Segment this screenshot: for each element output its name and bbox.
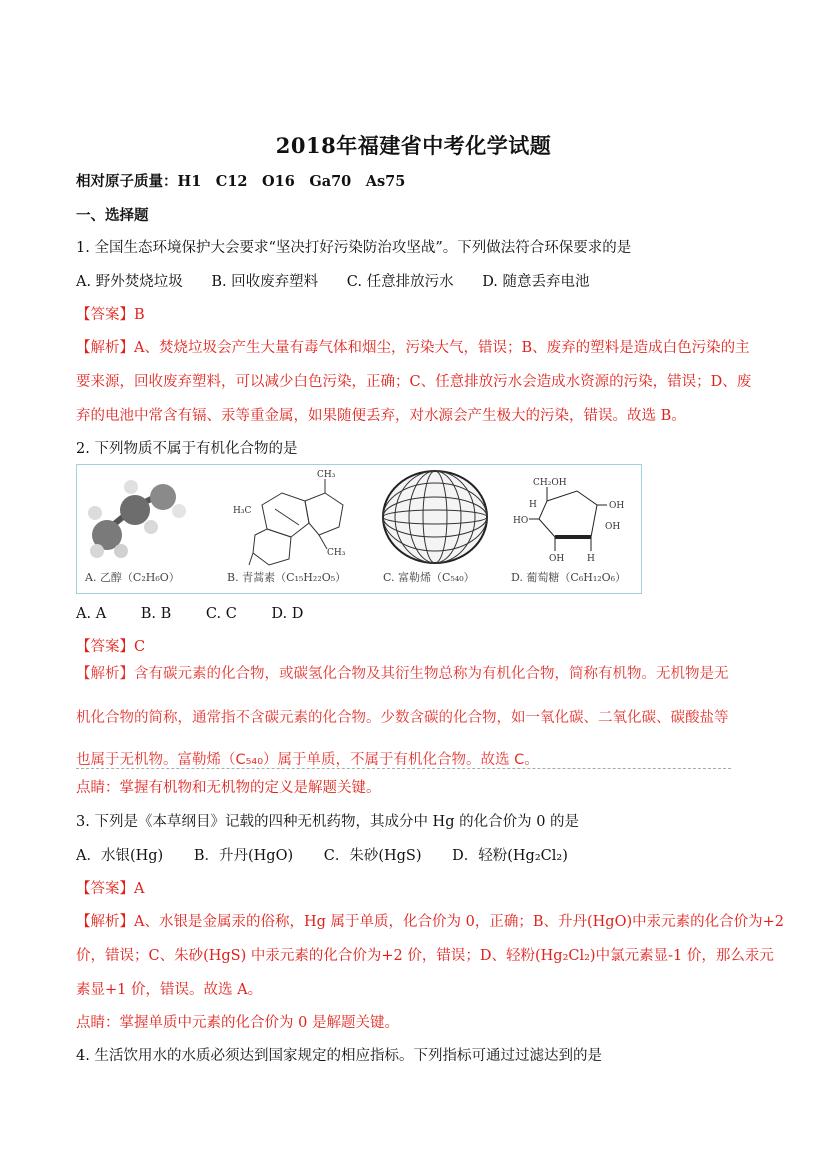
label-oh-mid: OH — [605, 522, 621, 532]
label-h-left: H — [529, 500, 537, 510]
scanned-analysis-block — [76, 660, 731, 769]
question-2-text: 2. 下列物质不属于有机化合物的是 — [76, 441, 298, 457]
question-2-analysis-line-3: 也属于无机物。富勒烯（C₅₄₀）属于单质，不属于有机化合物。故选 C。 — [76, 752, 539, 768]
option-a: A. 野外焚烧垃圾 — [76, 274, 183, 290]
option-a: A. A — [76, 606, 107, 622]
question-3-text: 3. 下列是《本草纲目》记载的四种无机药物，其成分中 Hg 的化合价为 0 的是 — [76, 814, 580, 830]
question-3-analysis-line-1: 【解析】A、水银是金属汞的俗称，Hg 属于单质，化合价为 0，正确；B、升丹(HgO)中汞元素的化合价为+2 — [76, 914, 784, 930]
option-b: B. 回收废弃塑料 — [211, 274, 319, 290]
option-a: A．水银(Hg) — [76, 848, 164, 864]
label-ho: HO — [513, 516, 529, 526]
option-d: D. 随意丢弃电池 — [482, 274, 590, 290]
label-oh-right: OH — [609, 501, 625, 511]
question-2-analysis-line-2: 机化合物的简称，通常指不含碳元素的化合物。少数含碳的化合物，如一氧化碳、二氧化碳、碳酸盐等 — [76, 710, 729, 726]
atomic-mass-line: 相对原子质量：H1 C12 O16 Ga70 As75 — [76, 173, 406, 190]
question-4-text: 4. 生活饮用水的水质必须达到国家规定的相应指标。下列指标可通过过滤达到的是 — [76, 1048, 602, 1064]
caption-b: B. 青蒿素（C₁₅H₂₂O₅） — [227, 571, 347, 584]
caption-c: C. 富勒烯（C₅₄₀） — [383, 571, 475, 584]
page-title: 2018年福建省中考化学试题 — [275, 133, 552, 158]
question-2-answer: 【答案】C — [76, 639, 146, 655]
option-c: C. C — [205, 606, 237, 622]
question-1-answer: 【答案】B — [76, 307, 145, 323]
question-2-options — [76, 604, 333, 624]
section-heading: 一、选择题 — [76, 207, 149, 224]
question-3-tip: 点睛：掌握单质中元素的化合价为 0 是解题关键。 — [76, 1015, 399, 1031]
option-c: C．朱砂(HgS) — [323, 848, 422, 864]
option-c: C. 任意排放污水 — [346, 274, 454, 290]
molecule-figure — [76, 464, 642, 594]
question-3-answer: 【答案】A — [76, 881, 145, 897]
question-3-options — [76, 846, 594, 866]
label-ch3-right: CH₃ — [327, 548, 346, 558]
question-2-tip: 点睛：掌握有机物和无机物的定义是解题关键。 — [76, 780, 381, 796]
question-3-analysis-line-3: 素显+1 价，错误。故选 A。 — [76, 982, 263, 998]
glucose-structure — [529, 487, 607, 551]
question-2-analysis-line-1: 【解析】含有碳元素的化合物，或碳氢化合物及其衍生物总称为有机化合物，简称有机物。无机物是无 — [76, 666, 729, 682]
label-h3c: H₃C — [233, 506, 252, 516]
question-1-analysis-line-1: 【解析】A、焚烧垃圾会产生大量有毒气体和烟尘，污染大气，错误；B、废弃的塑料是造成白色污染的主 — [76, 340, 750, 356]
option-d: D. D — [271, 606, 304, 622]
option-d: D．轻粉(Hg₂Cl₂) — [452, 848, 568, 864]
question-1-analysis-line-2: 要来源，回收废弃塑料，可以减少白色污染，正确；C、任意排放污水会造成水资源的污染，错误；D、废 — [76, 374, 752, 390]
label-h-bottom: H — [587, 554, 595, 564]
caption-a: A. 乙醇（C₂H₆O） — [85, 571, 180, 584]
fullerene-cage — [383, 471, 487, 563]
label-ch2oh: CH₂OH — [533, 478, 567, 488]
ethanol-model — [88, 480, 186, 558]
question-3-analysis-line-2: 价，错误；C、朱砂(HgS) 中汞元素的化合价为+2 价，错误；D、轻粉(Hg₂Cl₂)中氯元素显-1 价，那么汞元 — [76, 948, 774, 964]
option-b: B．升丹(HgO) — [193, 848, 294, 864]
option-b: B. B — [140, 606, 172, 622]
question-1-text: 1. 全国生态环境保护大会要求“坚决打好污染防治攻坚战”。下列做法符合环保要求的是 — [76, 240, 632, 256]
label-oh-bottom-left: OH — [549, 554, 565, 564]
question-1-analysis-line-3: 弃的电池中常含有镉、汞等重金属，如果随便丢弃，对水源会产生极大的污染，错误。故选 B。 — [76, 408, 686, 424]
caption-d: D. 葡萄糖（C₆H₁₂O₆） — [511, 571, 627, 584]
question-1-options — [76, 272, 614, 292]
label-ch3-top: CH₃ — [317, 470, 336, 480]
